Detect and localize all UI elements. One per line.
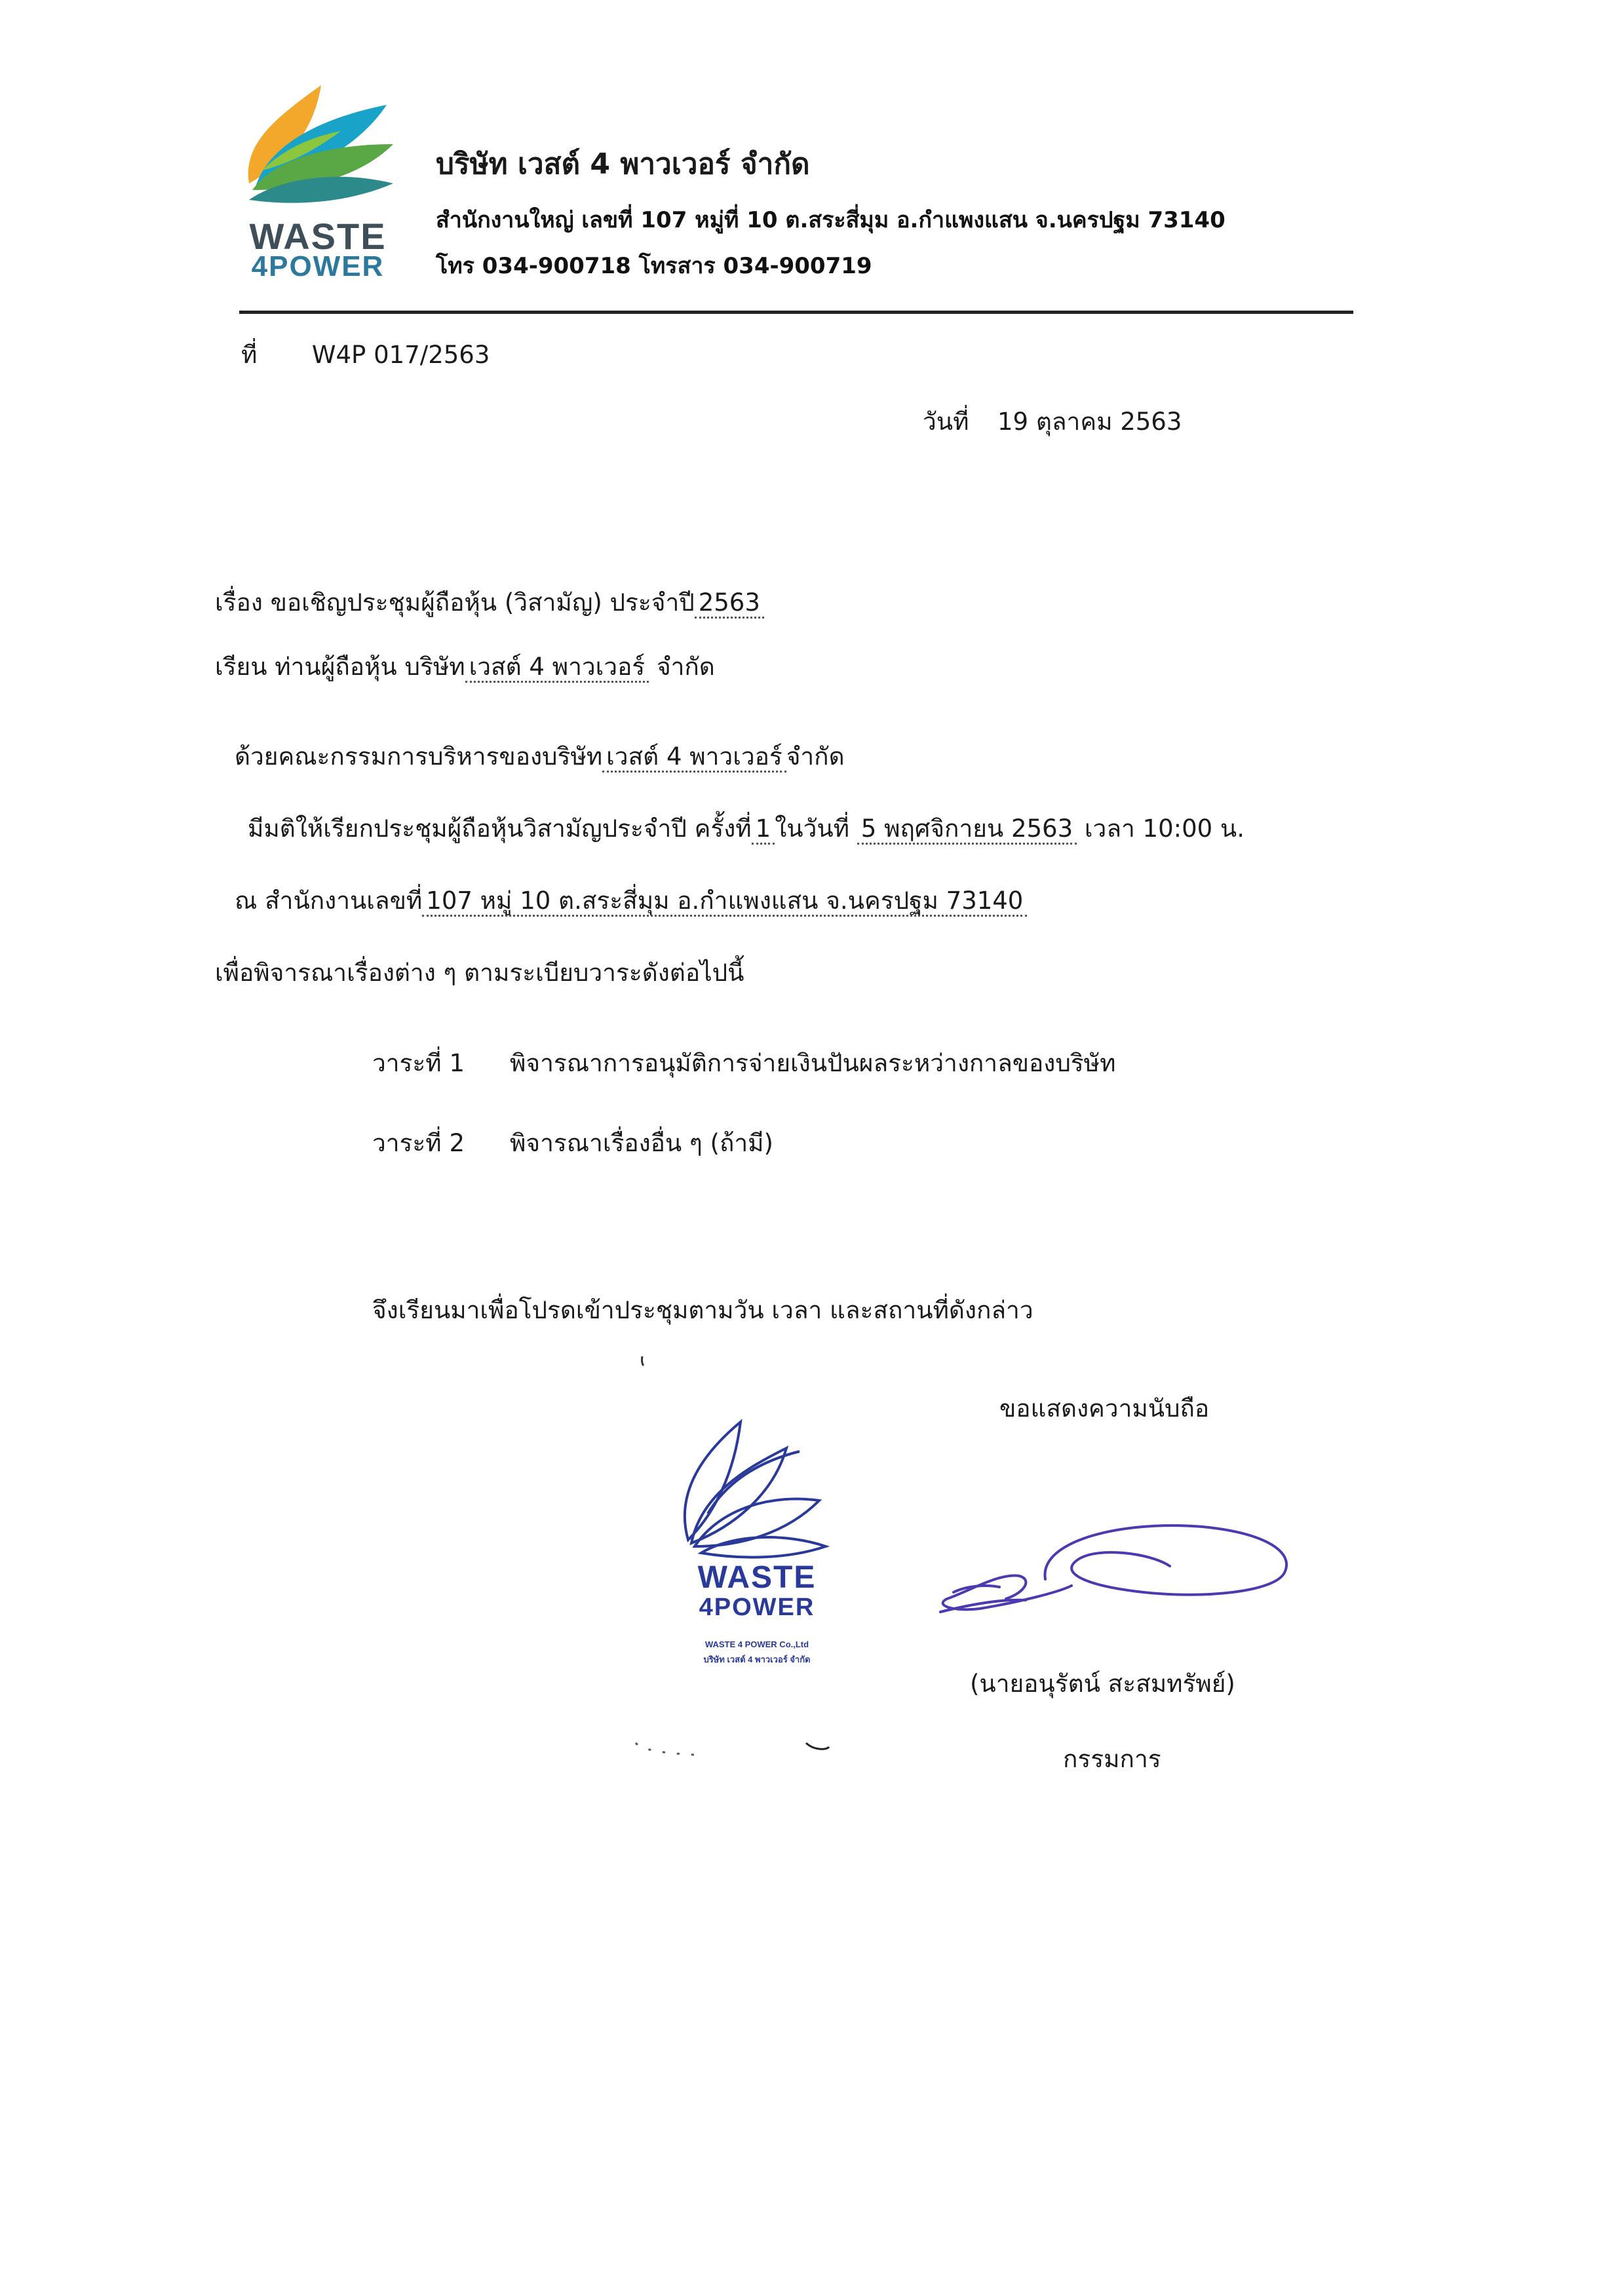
reference-line [241, 335, 490, 374]
stamp-word-4power: 4POWER [699, 1594, 815, 1621]
salutation-text: ท่านผู้ถือหุ้น บริษัท [275, 653, 465, 681]
stamp-company-en: WASTE 4 POWER Co.,Ltd [705, 1639, 809, 1649]
stamp-word-waste: WASTE [697, 1560, 817, 1595]
subject-text: ขอเชิญประชุมผู้ถือหุ้น (วิสามัญ) ประจำปี [270, 588, 695, 617]
agenda-text: พิจารณาการอนุมัติการจ่ายเงินปันผลระหว่างกาลของบริษัท [510, 1049, 1116, 1077]
meeting-date: 5 พฤศจิกายน 2563 [857, 814, 1077, 845]
body-line-3 [235, 881, 1027, 920]
signature-icon [927, 1501, 1307, 1645]
reference-label: ที่ [241, 341, 258, 369]
subject-label: เรื่อง [215, 588, 263, 617]
logo-word-waste: WASTE [249, 216, 387, 257]
agenda-text: พิจารณาเรื่องอื่น ๆ (ถ้ามี) [510, 1129, 773, 1157]
logo-word-4power: 4POWER [251, 250, 385, 282]
body-line-4: เพื่อพิจารณาเรื่องต่าง ๆ ตามระเบียบวาระดังต่อไปนี้ [215, 959, 744, 987]
stamp-company-th: บริษัท เวสต์ 4 พาวเวอร์ จำกัด [703, 1655, 811, 1664]
regards-line: ขอแสดงความนับถือ [999, 1394, 1210, 1423]
subject-line [215, 583, 764, 622]
subject-year: 2563 [695, 588, 764, 619]
body-p3-prefix: ณ สำนักงานเลขที่ [235, 887, 423, 915]
letterhead-divider [239, 311, 1353, 314]
body-p2-time-label: เวลา [1084, 814, 1135, 843]
body-p1-suffix: จำกัด [786, 742, 845, 771]
meeting-number: 1 [752, 814, 775, 845]
meeting-time: 10:00 น. [1142, 814, 1245, 843]
agenda-label: วาระที่ 2 [372, 1129, 465, 1157]
reference-number: W4P 017/2563 [311, 341, 490, 369]
salutation-line [215, 647, 715, 686]
body-line-1 [235, 737, 845, 776]
salutation-company: เวสต์ 4 พาวเวอร์ [465, 653, 649, 683]
body-line-2 [248, 809, 1245, 848]
body-p2-prefix: มีมติให้เรียกประชุมผู้ถือหุ้นวิสามัญประจำปี ครั้งที่ [248, 814, 752, 843]
date-line [923, 402, 1182, 441]
company-stamp [629, 1350, 885, 1782]
closing-line: จึงเรียนมาเพื่อโปรดเข้าประชุมตามวัน เวลา และสถานที่ดังกล่าว [372, 1296, 1033, 1324]
signer-title: กรรมการ [1063, 1745, 1161, 1773]
salutation-suffix: จำกัด [656, 653, 715, 681]
body-p1-prefix: ด้วยคณะกรรมการบริหารของบริษัท [235, 742, 603, 771]
meeting-address: 107 หมู่ 10 ต.สระสี่มุม อ.กำแพงแสน จ.นครปฐม 73140 [422, 887, 1027, 917]
date-label: วันที่ [923, 408, 969, 436]
agenda-label: วาระที่ 1 [372, 1049, 465, 1077]
company-address: สำนักงานใหญ่ เลขที่ 107 หมู่ที่ 10 ต.สระสี่มุม อ.กำแพงแสน จ.นครปฐม 73140 [436, 207, 1226, 233]
leaf-logo-icon [236, 72, 400, 216]
body-p2-mid: ในวันที่ [775, 814, 850, 843]
date-value: 19 ตุลาคม 2563 [997, 408, 1182, 436]
salutation-label: เรียน [215, 653, 267, 681]
company-name: บริษัท เวสต์ 4 พาวเวอร์ จำกัด [436, 147, 810, 181]
body-p1-company: เวสต์ 4 พาวเวอร์ [602, 742, 786, 773]
agenda-item [372, 1044, 1115, 1082]
company-contact: โทร 034-900718 โทรสาร 034-900719 [436, 253, 872, 279]
signer-name: (นายอนุรัตน์ สะสมทรัพย์) [970, 1670, 1235, 1698]
company-logo [236, 72, 400, 282]
agenda-item [372, 1124, 773, 1162]
